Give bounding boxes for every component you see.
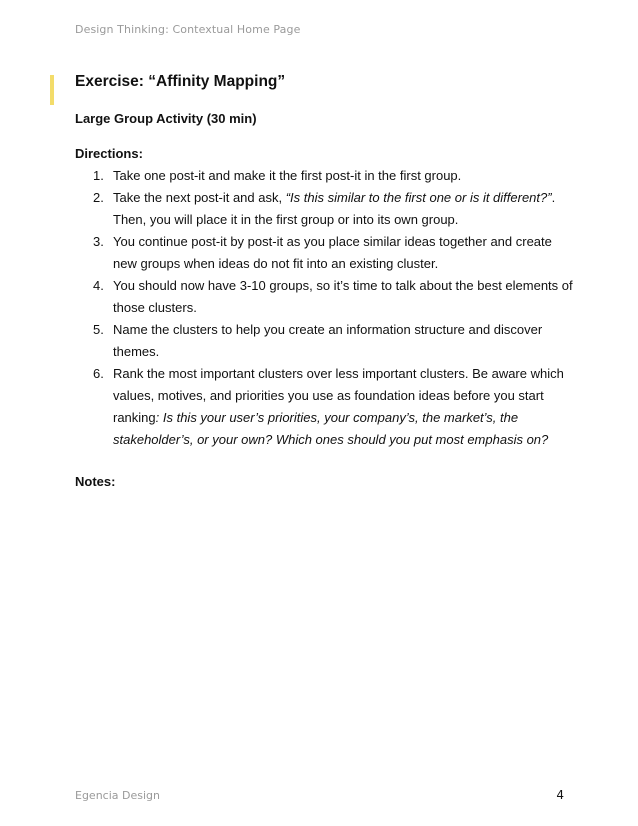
directions-label: Directions: <box>75 146 143 161</box>
direction-item <box>75 231 575 275</box>
item-number: 3. <box>93 234 104 249</box>
direction-item <box>75 165 575 187</box>
item-text: You continue post-it by post-it as you place similar ideas together and create new groups when ideas do not fit into an existing cluster. <box>113 234 552 271</box>
notes-label: Notes: <box>75 474 116 489</box>
item-text: Take one post-it and make it the first post-it in the first group. <box>113 168 462 183</box>
section-accent-bar <box>50 75 54 105</box>
running-header: Design Thinking: Contextual Home Page <box>75 23 301 36</box>
directions-list <box>75 165 575 451</box>
item-text: Rank the most important clusters over less important clusters. Be aware which values, motives, and priorities you use as foundation ideas before you start ranking <box>113 366 564 425</box>
item-number: 4. <box>93 278 104 293</box>
direction-item <box>75 187 575 231</box>
direction-item <box>75 275 575 319</box>
exercise-title: Exercise: “Affinity Mapping” <box>75 73 286 90</box>
activity-subtitle: Large Group Activity (30 min) <box>75 111 257 126</box>
item-text: Name the clusters to help you create an information structure and discover themes. <box>113 322 543 359</box>
item-italic-text: : Is this your user’s priorities, your company’s, the market’s, the stakeholder’s, or your own? Which ones should you put most emphasis on? <box>113 410 549 447</box>
item-text: Take the next post-it and ask, <box>113 190 286 205</box>
item-italic-text: “Is this similar to the first one or is it different?” <box>285 190 552 205</box>
item-number: 1. <box>93 168 104 183</box>
page-number: 4 <box>556 788 564 802</box>
footer-brand: Egencia Design <box>75 789 160 802</box>
direction-item <box>75 319 575 363</box>
direction-item <box>75 363 575 451</box>
item-number: 5. <box>93 322 104 337</box>
item-text-after: . Then, you will place it in the first group or into its own group. <box>113 190 556 227</box>
item-text: You should now have 3-10 groups, so it’s time to talk about the best elements of those clusters. <box>113 278 573 315</box>
item-number: 6. <box>93 366 104 381</box>
item-number: 2. <box>93 190 104 205</box>
